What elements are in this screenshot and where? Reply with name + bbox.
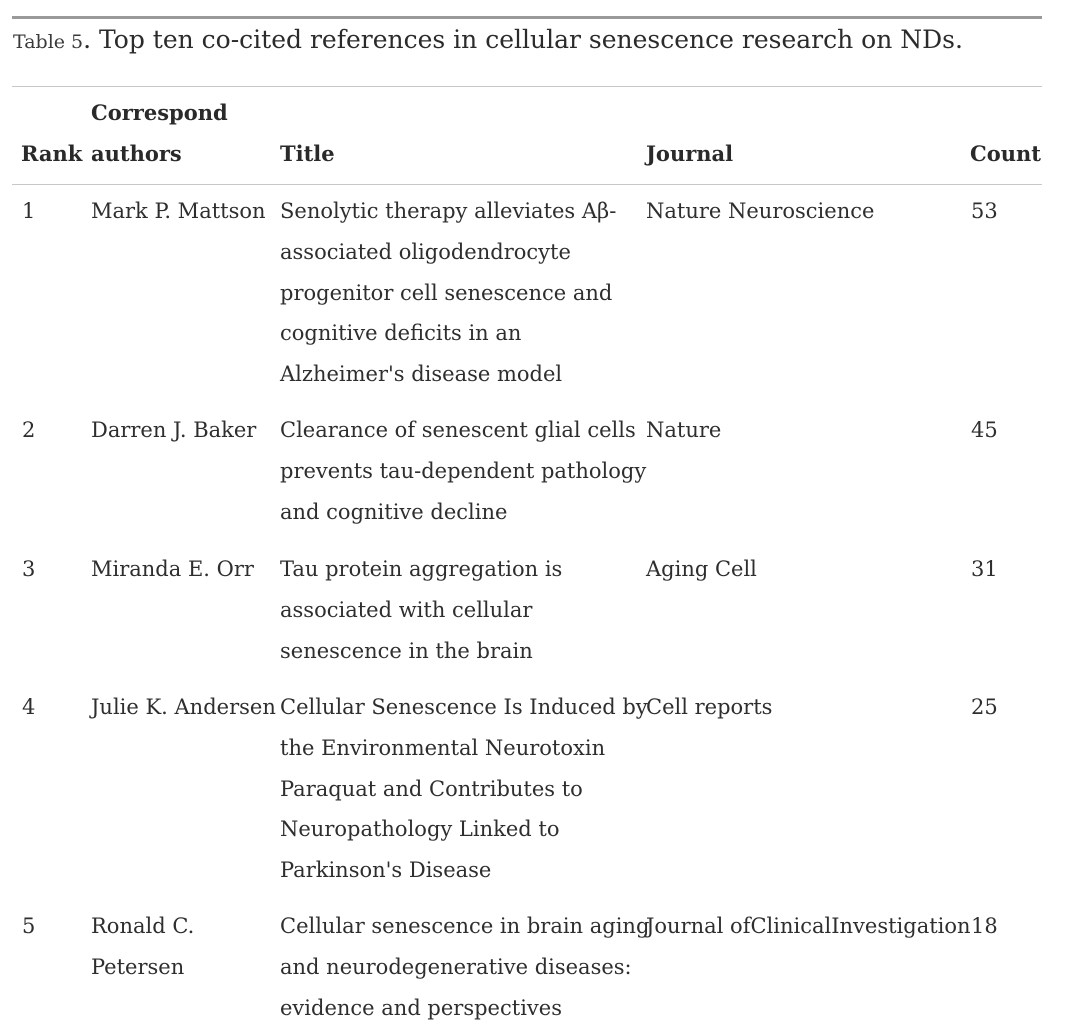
author-cell-line: Darren J. Baker: [91, 418, 257, 442]
rank-cell: 2: [22, 418, 36, 442]
rank-cell: 1: [22, 199, 36, 223]
title-cell-line: evidence and perspectives: [280, 995, 562, 1020]
title-cell-line: progenitor cell senescence and: [280, 280, 613, 305]
header-count: Count: [970, 141, 1041, 166]
header-top-rule: [12, 86, 1042, 87]
title-cell-line: Clearance of senescent glial cells: [280, 418, 636, 442]
table-caption-label: Table 5: [13, 31, 84, 53]
rank-cell: 5: [22, 914, 36, 938]
journal-cell: Cell reports: [646, 695, 773, 719]
title-cell-line: cognitive deficits in an: [280, 321, 522, 346]
title-cell-line: Paraquat and Contributes to: [280, 776, 583, 801]
count-cell: 31: [971, 557, 998, 581]
author-cell-line: Ronald C.: [91, 914, 195, 938]
header-authors-line2: authors: [91, 141, 182, 166]
title-cell-line: Tau protein aggregation is: [280, 557, 563, 581]
count-cell: 53: [971, 199, 998, 223]
header-bottom-rule: [12, 184, 1042, 185]
count-cell: 25: [971, 695, 998, 719]
top-rule: [12, 16, 1042, 19]
author-cell-line: Julie K. Andersen: [91, 695, 276, 719]
title-cell-line: prevents tau-dependent pathology: [280, 458, 647, 483]
title-cell-line: and cognitive decline: [280, 499, 508, 524]
title-cell-line: associated with cellular: [280, 597, 533, 622]
title-cell-line: Cellular senescence in brain aging: [280, 914, 650, 938]
table-caption-text: . Top ten co-cited references in cellular senescence research on NDs.: [83, 25, 963, 54]
title-cell-line: Cellular Senescence Is Induced by: [280, 695, 648, 719]
journal-cell: Nature Neuroscience: [646, 199, 875, 223]
title-cell-line: Parkinson's Disease: [280, 858, 492, 883]
author-cell-line: Petersen: [91, 954, 185, 979]
author-cell-line: Miranda E. Orr: [91, 557, 254, 581]
title-cell-line: Alzheimer's disease model: [280, 362, 563, 387]
header-journal: Journal: [646, 141, 734, 166]
journal-cell: Aging Cell: [646, 557, 757, 581]
header-rank: Rank: [21, 141, 83, 166]
journal-cell: Nature: [646, 418, 722, 442]
header-title: Title: [280, 141, 335, 166]
count-cell: 45: [971, 418, 998, 442]
author-cell-line: Mark P. Mattson: [91, 199, 266, 223]
journal-cell: Journal ofClinicalInvestigation: [646, 914, 971, 938]
title-cell-line: associated oligodendrocyte: [280, 239, 571, 264]
title-cell-line: Senolytic therapy alleviates Aβ-: [280, 199, 617, 223]
table-caption: [13, 22, 963, 61]
title-cell-line: and neurodegenerative diseases:: [280, 954, 632, 979]
rank-cell: 4: [22, 695, 36, 719]
title-cell-line: the Environmental Neurotoxin: [280, 735, 606, 760]
title-cell-line: Neuropathology Linked to: [280, 817, 560, 842]
title-cell-line: senescence in the brain: [280, 638, 533, 663]
header-authors-line1: Correspond: [91, 100, 228, 125]
rank-cell: 3: [22, 557, 36, 581]
count-cell: 18: [971, 914, 998, 938]
